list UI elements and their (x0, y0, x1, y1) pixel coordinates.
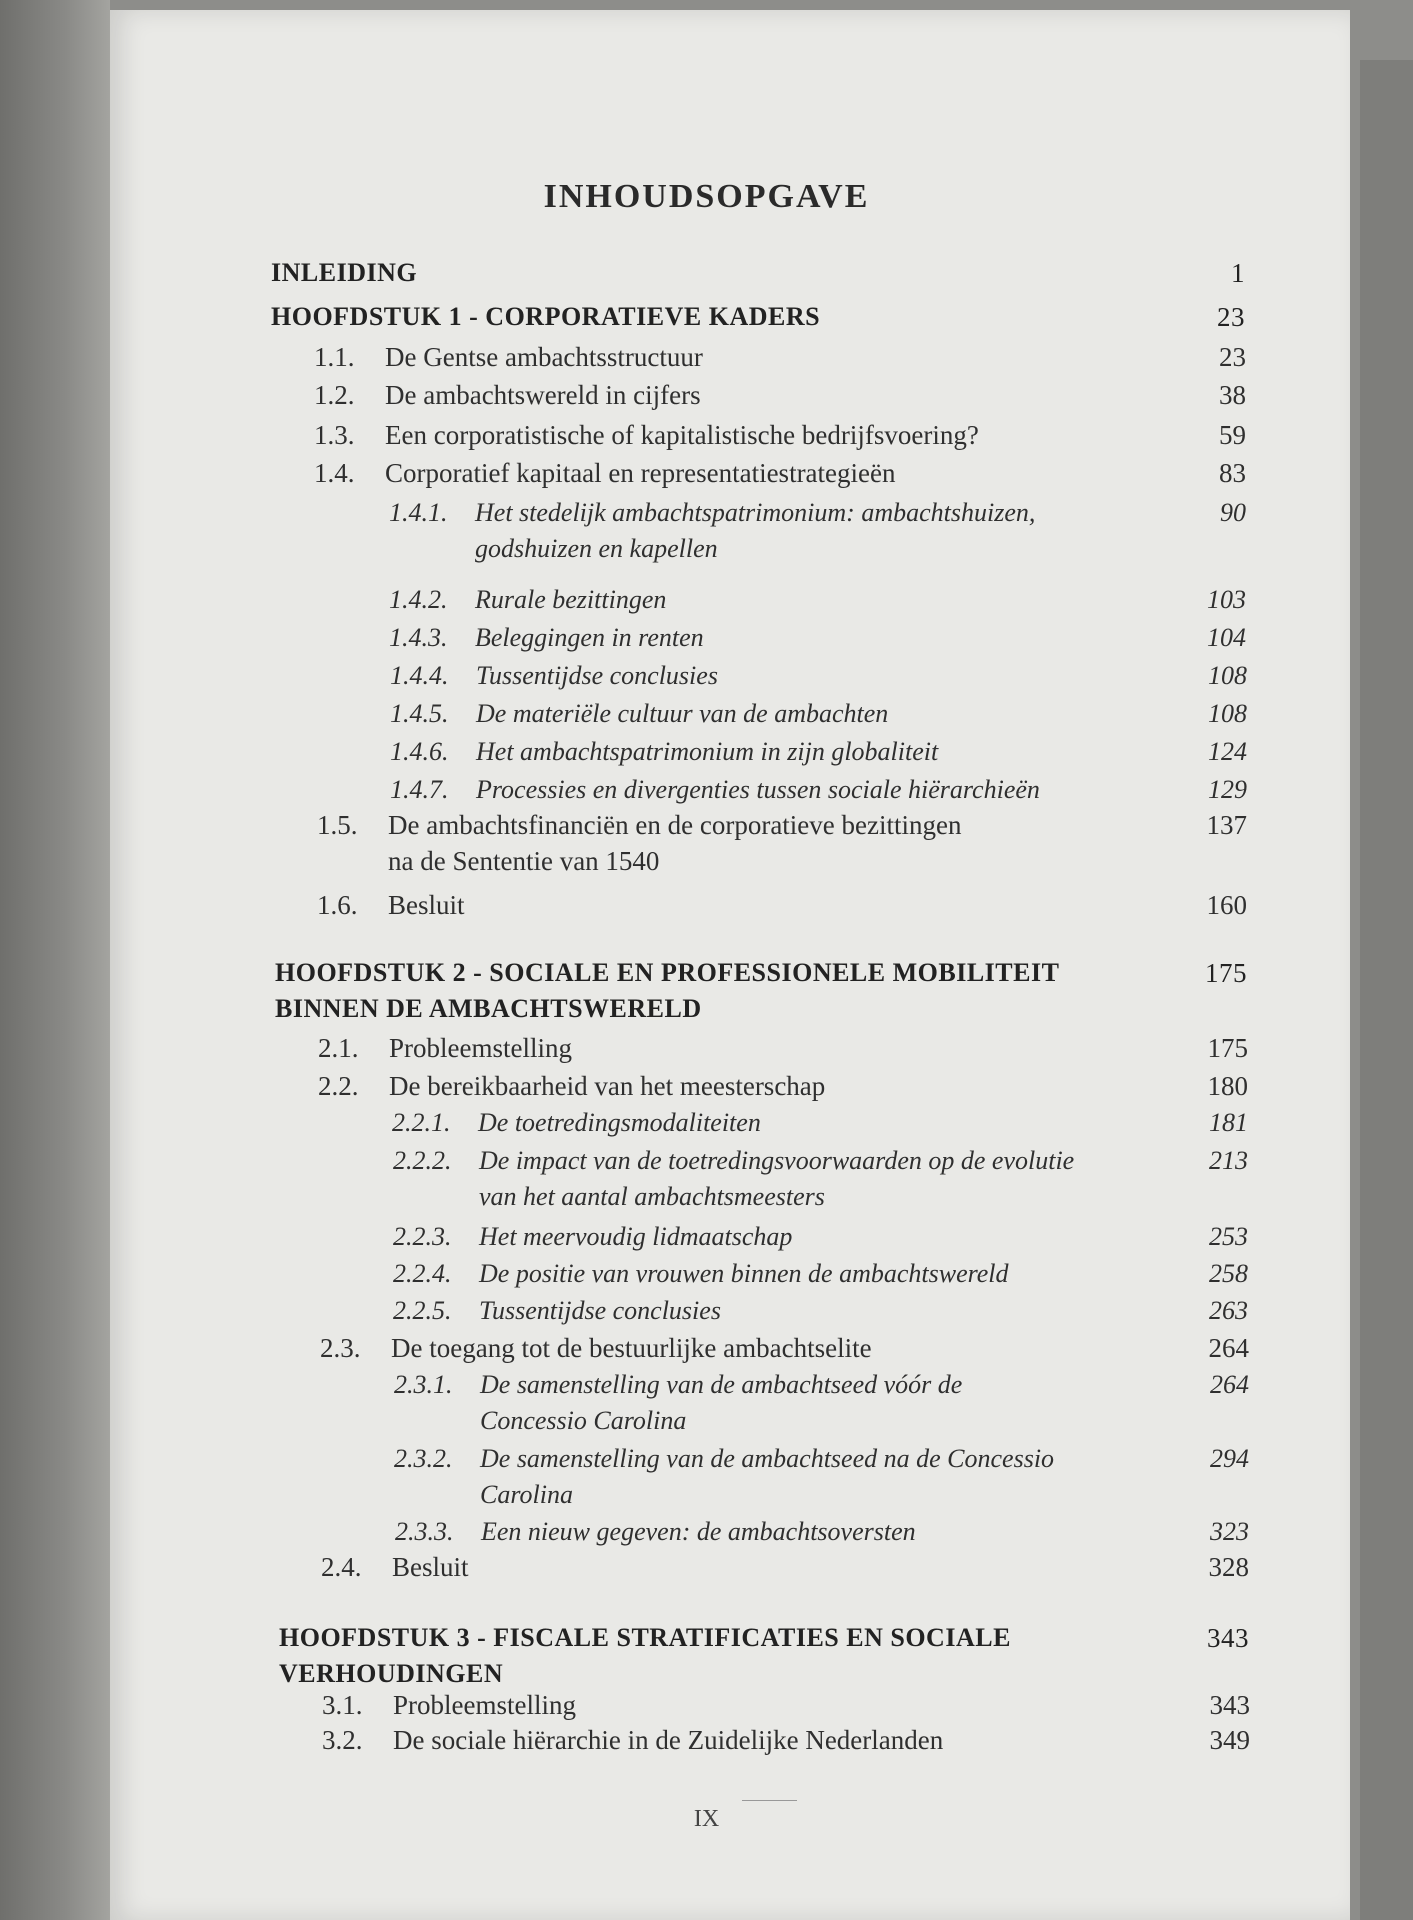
toc-entry-page-number: 175 (1207, 1033, 1248, 1063)
toc-entry-page-number: 175 (1205, 958, 1247, 988)
toc-entry-number: 1.3. (314, 420, 355, 450)
page-edge-background (1360, 60, 1413, 1920)
toc-entry-title: De positie van vrouwen binnen de ambachtswereld (479, 1259, 1009, 1288)
toc-entry-page-number: 38 (1219, 380, 1246, 410)
toc-entry-page-number: 258 (1209, 1259, 1248, 1288)
toc-entry-title: Besluit (392, 1552, 469, 1582)
toc-entry-title: De materiële cultuur van de ambachten (476, 699, 889, 728)
toc-entry-title: De toetredingsmodaliteiten (478, 1108, 761, 1137)
toc-entry-page-number: 108 (1208, 699, 1247, 728)
toc-entry-title: Een corporatistische of kapitalistische bedrijfsvoering? (385, 420, 979, 450)
toc-entry-title-continued: na de Sententie van 1540 (388, 846, 660, 876)
toc-entry-page-number: 323 (1210, 1517, 1249, 1546)
toc-entry-page-number: 180 (1207, 1071, 1248, 1101)
page-title: INHOUDSOPGAVE (543, 178, 870, 215)
toc-entry-number: 1.4.5. (390, 699, 449, 728)
toc-entry-page-number: 213 (1209, 1146, 1248, 1175)
toc-entry-title: HOOFDSTUK 2 - SOCIALE EN PROFESSIONELE MOBILITEIT (275, 958, 1060, 987)
toc-entry-number: 2.2.5. (393, 1296, 452, 1325)
toc-entry-page-number: 1 (1231, 258, 1245, 288)
toc-entry-number: 1.4.7. (390, 775, 449, 804)
toc-entry-title: De impact van de toetredingsvoorwaarden op de evolutie (479, 1146, 1075, 1175)
toc-entry-number: 2.3.3. (395, 1517, 454, 1546)
toc-entry-number: 1.4. (314, 458, 355, 488)
toc-entry-title-continued: Carolina (480, 1480, 573, 1509)
toc-entry-number: 1.4.1. (389, 498, 448, 527)
book-gutter-shadow (0, 0, 110, 1920)
toc-entry-title: De ambachtswereld in cijfers (385, 380, 701, 410)
toc-entry-number: 3.2. (322, 1725, 363, 1755)
page-number-folio: IX (693, 1806, 720, 1832)
toc-entry-title: HOOFDSTUK 1 - CORPORATIEVE KADERS (271, 302, 821, 331)
toc-entry-number: 1.4.3. (389, 623, 448, 652)
toc-entry-number: 1.5. (317, 810, 358, 840)
folio-rule (742, 1800, 797, 1801)
toc-entry-page-number: 90 (1220, 498, 1246, 527)
toc-entry-page-number: 59 (1219, 420, 1246, 450)
toc-entry-title: Besluit (388, 890, 465, 920)
toc-entry-page-number: 263 (1209, 1296, 1248, 1325)
toc-entry-title: Tussentijdse conclusies (479, 1296, 721, 1325)
toc-entry-title: Het ambachtspatrimonium in zijn globaliteit (476, 737, 939, 766)
toc-entry-title: Beleggingen in renten (475, 623, 704, 652)
toc-entry-page-number: 23 (1217, 302, 1245, 332)
toc-entry-number: 1.4.4. (390, 661, 449, 690)
toc-entry-title: Corporatief kapitaal en representatiestrategieën (385, 458, 896, 488)
toc-entry-number: 2.2.4. (393, 1259, 452, 1288)
toc-entry-number: 2.2.2. (393, 1146, 452, 1175)
toc-entry-title: Tussentijdse conclusies (476, 661, 718, 690)
toc-entry-page-number: 129 (1208, 775, 1247, 804)
toc-entry-page-number: 124 (1208, 737, 1247, 766)
toc-entry-page-number: 328 (1208, 1552, 1249, 1582)
toc-entry-number: 1.2. (314, 380, 355, 410)
toc-entry-number: 1.1. (314, 342, 355, 372)
toc-entry-title: Probleemstelling (389, 1033, 572, 1063)
toc-entry-title: Het meervoudig lidmaatschap (479, 1222, 793, 1251)
toc-entry-title: De Gentse ambachtsstructuur (385, 342, 703, 372)
toc-entry-page-number: 104 (1207, 623, 1246, 652)
toc-entry-title: HOOFDSTUK 3 - FISCALE STRATIFICATIES EN SOCIALE (279, 1623, 1011, 1652)
toc-entry-page-number: 253 (1209, 1222, 1248, 1251)
toc-entry-page-number: 294 (1210, 1444, 1249, 1473)
toc-entry-number: 2.2. (318, 1071, 359, 1101)
toc-entry-number: 2.2.1. (392, 1108, 451, 1137)
toc-entry-page-number: 23 (1219, 342, 1246, 372)
toc-entry-page-number: 181 (1209, 1108, 1248, 1137)
toc-entry-number: 2.3. (320, 1333, 361, 1363)
toc-entry-title-continued: Concessio Carolina (480, 1406, 687, 1435)
toc-entry-title: De toegang tot de bestuurlijke ambachtselite (391, 1333, 872, 1363)
toc-entry-title-continued: van het aantal ambachtsmeesters (479, 1182, 825, 1211)
toc-entry-number: 3.1. (322, 1690, 363, 1720)
toc-entry-number: 1.6. (317, 890, 358, 920)
toc-entry-title: Probleemstelling (393, 1690, 576, 1720)
toc-entry-title: De sociale hiërarchie in de Zuidelijke Nederlanden (393, 1725, 944, 1755)
toc-entry-title: Processies en divergenties tussen sociale hiërarchieën (476, 775, 1040, 804)
toc-entry-title-continued: godshuizen en kapellen (475, 534, 718, 563)
toc-entry-title-continued: VERHOUDINGEN (279, 1659, 504, 1688)
toc-entry-title: INLEIDING (271, 258, 418, 287)
toc-entry-page-number: 137 (1206, 810, 1247, 840)
toc-entry-page-number: 160 (1206, 890, 1247, 920)
toc-entry-title: Een nieuw gegeven: de ambachtsoversten (481, 1517, 916, 1546)
toc-entry-number: 1.4.2. (389, 585, 448, 614)
toc-entry-page-number: 108 (1208, 661, 1247, 690)
toc-entry-number: 2.1. (318, 1033, 359, 1063)
toc-entry-page-number: 264 (1210, 1370, 1249, 1399)
toc-entry-number: 2.3.2. (394, 1444, 453, 1473)
toc-entry-number: 1.4.6. (390, 737, 449, 766)
toc-entry-number: 2.4. (321, 1552, 362, 1582)
toc-entry-title-continued: BINNEN DE AMBACHTSWERELD (275, 994, 702, 1023)
toc-entry-page-number: 349 (1209, 1725, 1250, 1755)
toc-entry-title: De bereikbaarheid van het meesterschap (389, 1071, 826, 1101)
toc-entry-title: De ambachtsfinanciën en de corporatieve bezittingen (388, 810, 962, 840)
toc-entry-page-number: 264 (1208, 1333, 1249, 1363)
toc-entry-number: 2.2.3. (393, 1222, 452, 1251)
toc-entry-page-number: 83 (1219, 458, 1246, 488)
toc-entry-page-number: 343 (1209, 1690, 1250, 1720)
toc-entry-number: 2.3.1. (394, 1370, 453, 1399)
toc-entry-title: De samenstelling van de ambachtseed vóór de (480, 1370, 963, 1399)
toc-entry-page-number: 343 (1207, 1623, 1249, 1653)
toc-entry-page-number: 103 (1207, 585, 1246, 614)
toc-entry-title: Het stedelijk ambachtspatrimonium: ambachtshuizen, (475, 498, 1036, 527)
toc-entry-title: De samenstelling van de ambachtseed na de Concessio (480, 1444, 1055, 1473)
toc-entry-title: Rurale bezittingen (475, 585, 667, 614)
